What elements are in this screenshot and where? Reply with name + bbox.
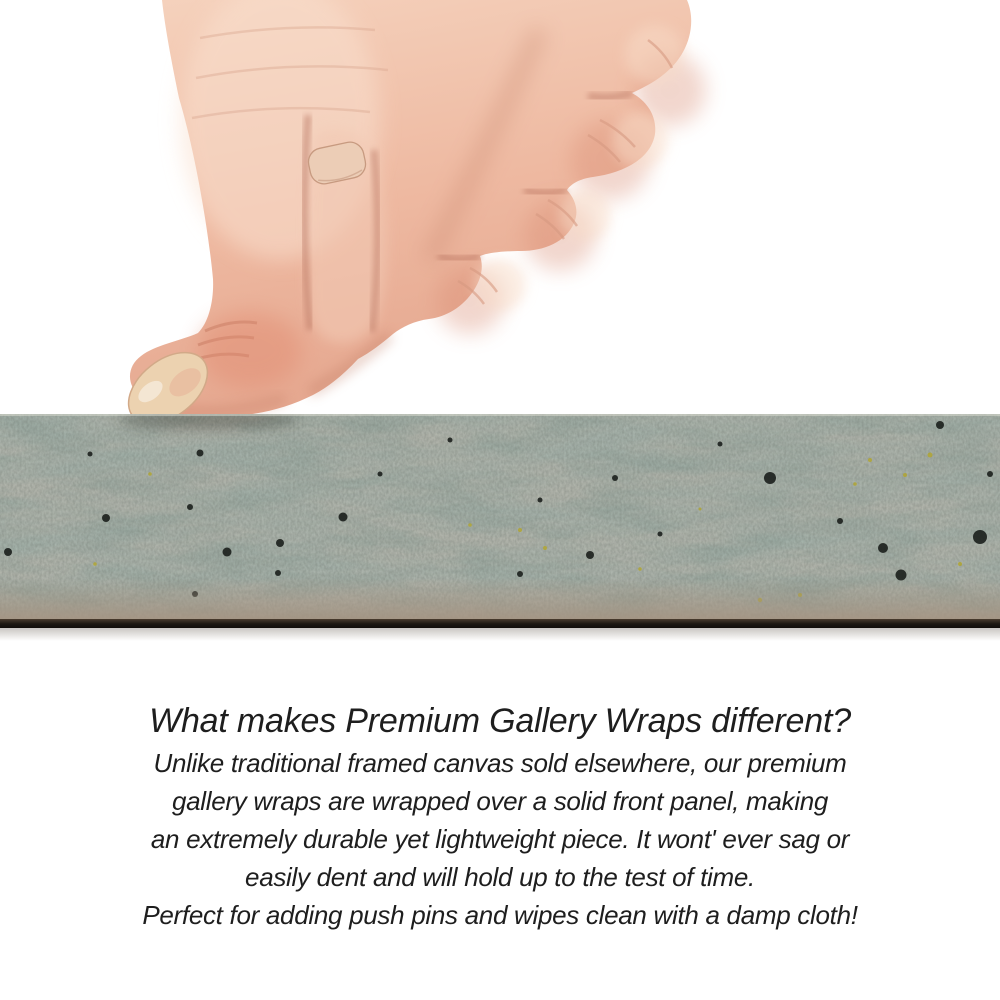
finger-cleft-crease [438,256,480,259]
canvas-edge-strip [0,414,1000,628]
info-heading: What makes Premium Gallery Wraps different? [149,702,851,740]
finger-cleft-crease [524,190,567,193]
info-body-line: easily dent and will hold up to the test of time. [245,862,755,892]
canvas-dark-edge [0,619,1000,628]
canvas-top-highlight [0,414,1000,416]
thumb-redness [198,312,302,388]
hand-photo [0,0,1000,432]
info-body-line: an extremely durable yet lightweight piece. It wont' ever sag or [150,824,850,854]
info-body-line: gallery wraps are wrapped over a solid front panel, making [171,786,829,816]
knuckle-highlight [625,25,685,85]
knuckle-highlight [612,112,668,168]
info-section [0,700,1000,934]
hand-pressing-canvas-illustration [0,0,1000,432]
info-body-line: Unlike traditional framed canvas sold elsewhere, our premium [153,748,847,778]
canvas-drop-shadow [0,628,1000,641]
finger-cleft-crease [588,93,632,97]
canvas-bottom-band [0,578,1000,620]
knuckle-highlight [474,259,526,311]
info-body-line: Perfect for adding push pins and wipes clean with a damp cloth! [142,900,858,930]
